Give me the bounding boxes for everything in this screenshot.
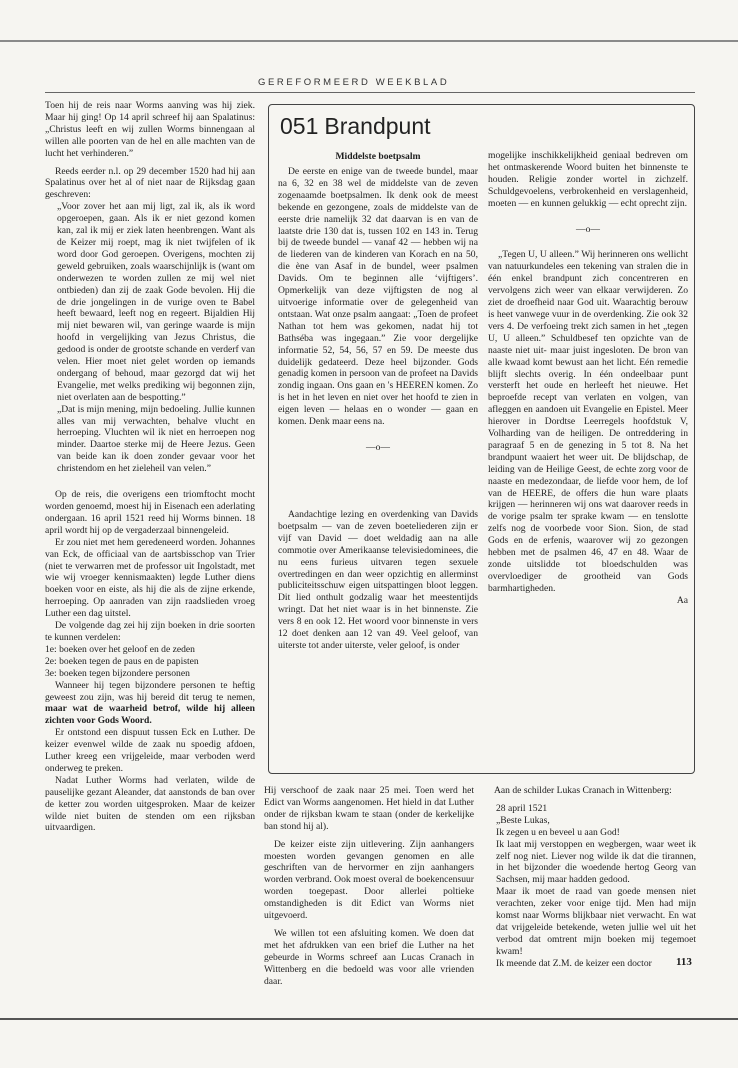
paragraph: Reeds eerder n.l. op 29 december 1520 had hij aan Spalatinus over het al of niet naar de Rijksdag gaan geschreven: — [45, 165, 255, 201]
paragraph: De keizer eiste zijn uitlevering. Zijn aanhangers moesten worden gevangen genomen en alle geschriften van de hervormer en zijn aanhangers worden verbrand. Ook moest overal de boekencensuur worden toegepast. Door allerlei poltieke omstandigheden is dit Edict van Worms niet uitgevoerd. — [264, 838, 474, 922]
running-header: GEREFORMEERD WEEKBLAD — [258, 77, 450, 88]
box-subtitle: Middelste boetpsalm — [335, 151, 421, 162]
paragraph: De eerste en enige van de tweede bundel, maar na 6, 32 en 38 wel de middelste van de zeven zogenaamde boetpsalmen. Ik denk ook de meest bekende en gezongene, zoals de middelste van de eerste drie namelijk 32 dat daarvan is en van de laatste drie 130 dat is, tussen 102 en 143 in. Terug bij de tweede bundel — vanaf 42 — hebben wij na de liederen van de kinderen van Korach en na 50, die ène van Asaf in de bundel, weer psalmen Davids. Om te beginnen alle ‘vijftigers’. Opmerkelijk van deze vijftigsten de nog al uitvoerige informatie over de gelegenheid van ontstaan. Wat onze psalm aangaat: „Toen de profeet Nathan tot hem was gekomen, nadat hij tot Bathséba was ingegaan.” Zie voor dergelijke informatie 52, 54, 56, 57 en 59. De meeste dus duidelijk gedateerd. Deze heel bijzonder. Gods genadig komen in persoon van de profeet na Davids zondig ingaan. Ons gaan en 's HEEREN komen. Zo is het in het leven en niet over het hoofd te zien in eigen leven — helaas en o wonder — gaan en komen. Denk maar eens na. — [278, 166, 478, 428]
paragraph: Ik zegen u en beveel u aan God! — [496, 826, 620, 838]
box-title — [280, 113, 431, 140]
paragraph: Ik meende dat Z.M. de keizer een doctor — [496, 957, 652, 969]
paragraph: Ik laat mij verstoppen en wegbergen, waar weet ik zelf nog niet. Liever nog wilde ik dat die tirannen, in het bijzonder die woedende hertog Georg van Sachsen, mij maar hadden gedood. — [496, 838, 696, 886]
paragraph: Hij verschoof de zaak naar 25 mei. Toen werd het Edict van Worms aangenomen. Het hield in dat Luther onder de rijksban kwam te staan (onder de kerkelijke ban stond hij al). — [264, 785, 474, 832]
paragraph: Er ontstond een dispuut tussen Eck en Luther. De keizer evenwel wilde de zaak nu spoedig afdoen, Luther kreeg een vrijgeleide, maar verboden werd onderweg te preken. — [45, 727, 255, 774]
paragraph — [45, 680, 255, 728]
section-separator: —o— — [576, 223, 600, 235]
header-rule — [45, 92, 695, 93]
column-left — [45, 100, 255, 834]
box-column-right — [488, 150, 688, 607]
paragraph: mogelijke inschikkelijkheid geniaal bedreven om het ontmaskerende Woord buiten het binnenste te houden. Religie zonder wortel in zichzelf. Schuldgevoelens, verbrokenheid en verslagenheid, moeten — en kunnen gelukkig — echt oprecht zijn. — [488, 150, 688, 209]
paragraph: Aan de schilder Lukas Cranach in Wittenberg: — [494, 785, 672, 796]
scan-edge-bottom — [0, 1018, 738, 1020]
paragraph: We willen tot een afsluiting komen. We doen dat met het afdrukken van een brief die Luther na het gebeurde in Worms schreef aan Lucas Cranach in Wittenberg en die bedoeld was voor alle vrienden daar. — [264, 927, 474, 987]
paragraph: „Tegen U, U alleen.” Wij herinneren ons wellicht van natuurkundeles een tekening van stralen die in één enkel brandpunt zich concentreren en vervolgens zich weer van elkaar verwijderen. Zo ziet de droefheid naar God uit. Waarachtig berouw is heet vanwege vuur in de overdenking. Zie ook 32 vers 4. De verfoeing trekt zich samen in het „tegen U, U alleen.” Schuldbesef ten opzichte van de naaste niet uit- maar juist ingesloten. De bron van alle kwaad komt bewust aan het licht. Eén remedie blijft slechts overig. In één ondeelbaar punt versterft het oude en herleeft het nieuwe. Het beproefde recept van verlaten en volgen, van afleggen en aandoen uit Evangelie en Epistel. Meer hierover in Dordtse Leerregels hoofdstuk V, Volharding van de heiligen. De ontreddering in paragraaf 5 en de genezing in 5 tot 8. Na het brandpunt waaiert het weer uit. De blijdschap, de leiding van de Heilige Geest, de echte zorg voor de naaste en medezondaar, de liefde voor hem, de lof van de HEERE, de offers die hun ware plaats krijgen — herinneren wij ons wat daarover reeds in de vorige psalm ter sprake kwam — en tenslotte zelfs nog de voorbede voor Sion. Sion, de stad Gods en de erfenis, waarover wij zo gezongen hebben met de psalmen 46, 47 en 48. Waar de zonde uitslidde tot bloedschulden was overvloediger de grootheid van Gods barmhartigheden. — [488, 249, 688, 594]
paragraph: De volgende dag zei hij zijn boeken in drie soorten te kunnen verdelen: — [45, 620, 255, 643]
paragraph: Aandachtige lezing en overdenking van Davids boetpsalm — van de zeven boeteliederen zijn er vijf van David — doet weldadig aan na alle commotie over Amerikaanse televisiedominees, die nu eens furieus uitvaren tegen sexuele overtredingen en dan weer opzichtig en allerminst publiciteitsschuw eigen uitspattingen bloot leggen. Dit lied onthult godzalig waar het meestentijds wringt. Dat het niet waar is in het binnenste. Zie vers 8 en ook 12. Het woord voor binnenste in vers 12 doet denken aan 12 van 49. Veel geloof, van uiterste tot ander uiterste, veler geloof, is onder — [278, 509, 478, 651]
list-item: 2e: boeken tegen de paus en de papisten — [45, 655, 199, 667]
paragraph: Toen hij de reis naar Worms aanving was hij ziek. Maar hij ging! Op 14 april schreef hij aan Spalatinus: „Christus leeft en wij zullen Worms binnengaan al willen alle poorten van de hel en alle machten van de lucht het verhinderen.” — [45, 100, 255, 159]
box-heading: Brandpunt — [324, 113, 431, 139]
book-categories-list — [45, 644, 255, 680]
quotation: „Voor zover het aan mij ligt, zal ik, als ik word opgeroepen, gaan. Als ik er niet gezond komen kan, zal ik mij er ziek laten heenbrengen. Want als de Keizer mij roept, mag ik niet twijfelen of ik word door God geroepen. Overigens, mochten zij geweld gebruiken, zoals waarschijnlijk is (want om onderwezen te worden zullen ze mij wel niet ontbieden) dan zij de zaak Gode bevolen. Hij die de drie jongelingen in de vurige oven te Babel heeft bewaard, leeft nog en regeert. Bijaldien Hij mij niet bewaren wil, van geringe waarde is mijn hoofd in vergelijking van Jezus Christus, die gedood is onder de grootste schande en verderf van velen. Hier moet niet gelet worden op iemands ondergang of behoud, maar gezorgd dat wij het Evangelie, met welks prediking wij begonnen zijn, niet overlaten aan de bespotting.” — [57, 201, 255, 403]
quotation: „Dat is mijn mening, mijn bedoeling. Jullie kunnen alles van mij verwachten, behalve vlucht en herroeping. Vluchten wil ik niet en herroepen nog minder. Daartoe sterke mij de Heere Jezus. Geen van beide kan ik doen zonder gevaar voor het christendom en het zieleheil van velen.” — [57, 403, 255, 475]
list-item: 1e: boeken over het geloof en de zeden — [45, 643, 195, 655]
section-separator: —o— — [366, 441, 390, 453]
box-number: 051 — [280, 113, 319, 139]
paragraph: Maar ik moet de raad van goede mensen niet verachten, zeker voor enige tijd. Men had mijn komst naar Worms blijkbaar niet verwacht. En wat dat vrijgeleide betekende, weten jullie wel uit het verbod dat omtrent mijn boeken mij tegemoet kwam! — [496, 886, 696, 957]
letter-date: 28 april 1521 — [496, 802, 548, 814]
scan-edge-top — [0, 40, 738, 42]
column-middle-bottom — [264, 785, 474, 988]
paragraph: Nadat Luther Worms had verlaten, wilde de pauselijke gezant Aleander, dat aanstonds de ban over de ketter zou worden uitgesproken. Maar de keizer wilde niet buiten de stenden om een rijksban uitvaardigen. — [45, 774, 255, 834]
paragraph: Op de reis, die overigens een triomftocht mocht worden genoemd, moest hij in Eisenach een aderlating ondergaan. 16 april 1521 reed hij Worms binnen. 18 april wordt hij op de vergaderzaal binnengeleid. — [45, 489, 255, 536]
page-number: 113 — [676, 956, 692, 968]
bold-text: maar wat de waarheid betrof, wilde hij alleen zichten voor Gods Woord. — [45, 703, 255, 727]
paragraph: Er zou niet met hem geredeneerd worden. Johannes van Eck, de officiaal van de aartsbisschop van Trier (niet te verwarren met de professor uit Ingolstadt, met wie wij vroeger kennismaakten) legde Luther diens boeken voor en eiste, als hij die als de zijne erkende, herroeping. Op aanraden van zijn raadslieden vroeg Luther een dag uitstel. — [45, 536, 255, 620]
box-column-left-bottom — [278, 509, 478, 652]
list-item: 3e: boeken tegen bijzondere personen — [45, 667, 190, 679]
box-column-left-top — [278, 166, 478, 454]
paragraph-text: Wanneer hij tegen bijzondere personen te heftig geweest zou zijn, was hij bereid dit terug te nemen, — [45, 679, 255, 703]
signature: Aa — [676, 594, 688, 606]
column-right-bottom — [484, 785, 696, 970]
letter-greeting: „Beste Lukas, — [496, 814, 550, 826]
